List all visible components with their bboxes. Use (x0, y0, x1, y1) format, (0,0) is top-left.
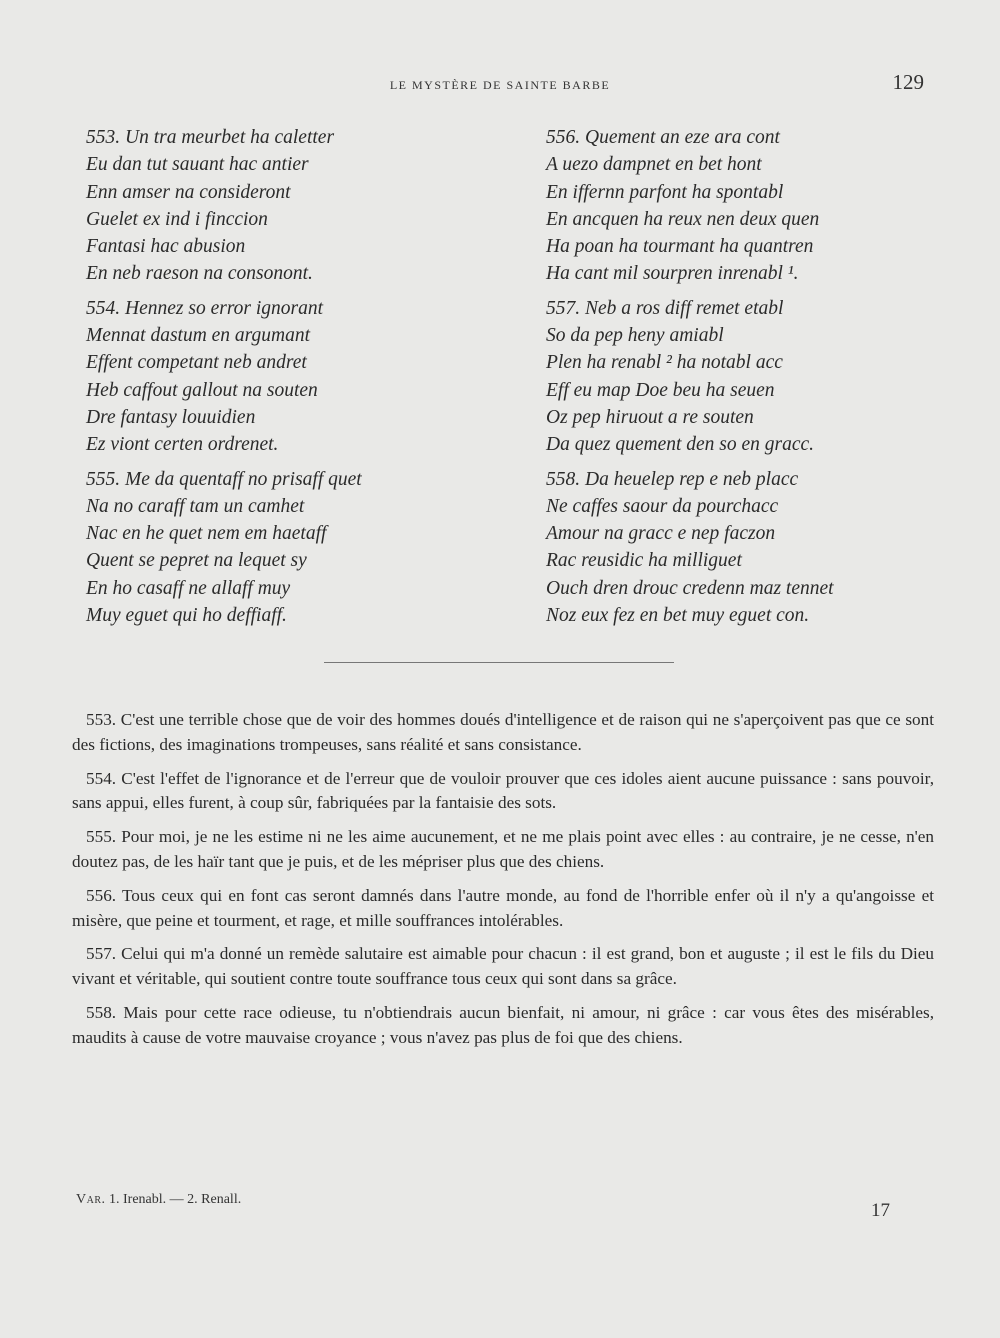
verse-line: 558. Da heuelep rep e neb placc (546, 468, 799, 490)
verse-line: Dre fantasy louuidien (86, 406, 256, 428)
verse-line: Plen ha renabl ² ha notabl acc (546, 352, 783, 374)
verse-line: Effent competant neb andret (86, 352, 307, 374)
verse-line: En ancquen ha reux nen deux quen (546, 208, 820, 230)
section-divider (324, 662, 674, 663)
verse-line: Noz eux fez en bet muy eguet con. (546, 605, 810, 627)
verse-line: So da pep heny amiabl (546, 325, 724, 347)
verse-line: Ne caffes saour da pourchacc (546, 495, 779, 517)
translation-paragraph-555: 555. Pour moi, je ne les estime ni ne les aime aucunement, et ne me plais point avec elles : au contraire, je ne cesse, n'en doutez pas, de les haïr tant que je puis, et de les mépriser plus que des chiens. (72, 827, 934, 871)
verse-line: 555. Me da quentaff no prisaff quet (86, 468, 362, 490)
verse-line: Muy eguet qui ho deffiaff. (86, 605, 287, 627)
verse-line: Eff eu map Doe beu ha seuen (546, 379, 775, 401)
verse-line: Ha cant mil sourpren inrenabl ¹. (546, 263, 799, 285)
page-number: 129 (892, 70, 924, 94)
stanza-558 (546, 466, 946, 630)
verse-column-right (546, 124, 946, 636)
verse-line: 554. Hennez so error ignorant (86, 297, 324, 319)
stanza-554 (86, 295, 506, 459)
stanza-555 (86, 466, 506, 630)
verse-line: Oz pep hiruout a re souten (546, 406, 754, 428)
verse-line: 556. Quement an eze ara cont (546, 127, 780, 148)
verse-line: Ez viont certen ordrenet. (86, 434, 279, 456)
verse-line: En ho casaff ne allaff muy (86, 577, 291, 599)
verse-line: Quent se pepret na lequet sy (86, 550, 307, 572)
verse-line: 553. Un tra meurbet ha caletter (86, 127, 335, 148)
stanza-556 (546, 124, 946, 288)
verse-line: En neb raeson na consonont. (86, 263, 313, 285)
verse-line: Enn amser na consideront (86, 181, 291, 203)
verse-line: Na no caraff tam un camhet (86, 495, 305, 517)
translation-paragraph-554: 554. C'est l'effet de l'ignorance et de l'erreur que de vouloir prouver que ces idoles aient aucune puissance : sans pouvoir, sans appui, elles furent, à coup sûr, fabriquées par la fantaisie des sots. (72, 768, 934, 813)
verse-line: Guelet ex ind i finccion (86, 208, 268, 230)
variants-text: 1. Irenabl. — 2. Renall. (109, 1192, 242, 1207)
verse-line: Fantasi hac abusion (86, 236, 246, 258)
verse-line: Eu dan tut sauant hac antier (86, 154, 309, 176)
signature-mark: 17 (871, 1200, 890, 1221)
translation-paragraph-553: 553. C'est une terrible chose que de voir des hommes doués d'intelligence et de raison qui ne s'aperçoivent pas que ce sont des fictions, des imaginations trompeuses, sans réalité et sans consistance. (72, 710, 934, 754)
translation-paragraph-557: 557. Celui qui m'a donné un remède salutaire est aimable pour chacun : il est grand, bon et auguste ; il est le fils du Dieu vivant et véritable, qui soutient contre toute souffrance tous ceux qui sont dans sa grâce. (72, 944, 934, 989)
stanza-557 (546, 295, 946, 459)
stanza-553 (86, 124, 506, 288)
verse-line: Ha poan ha tourmant ha quantren (546, 236, 814, 258)
french-translation (72, 708, 934, 1060)
verse-line: Mennat dastum en argumant (86, 325, 311, 347)
variant-readings (76, 1192, 241, 1208)
verse-column-left (86, 124, 506, 636)
verse-line: Nac en he quet nem em haetaff (86, 523, 327, 545)
verse-line: Rac reusidic ha milliguet (546, 550, 742, 572)
verse-line: 557. Neb a ros diff remet etabl (546, 297, 784, 319)
verse-line: Heb caffout gallout na souten (86, 379, 318, 401)
verse-line: En iffernn parfont ha spontabl (546, 181, 784, 203)
running-title: LE MYSTÈRE DE SAINTE BARBE (389, 78, 611, 92)
variants-label: Var. (76, 1192, 106, 1207)
translation-paragraph-558: 558. Mais pour cette race odieuse, tu n'obtiendrais aucun bienfait, ni amour, ni grâce : car vous êtes des misérables, maudits à cause de votre mauvaise croyance ; vous n'avez pas plus de foi que des chiens. (72, 1002, 934, 1047)
translation-paragraph-556: 556. Tous ceux qui en font cas seront damnés dans l'autre monde, au fond de l'horrible enfer où il n'y a qu'angoisse et misère, que peine et tourment, et rage, et mille souffrances intolérables. (72, 885, 934, 930)
verse-line: A uezo dampnet en bet hont (546, 154, 762, 176)
verse-line: Ouch dren drouc credenn maz tennet (546, 577, 834, 599)
verse-line: Da quez quement den so en gracc. (546, 434, 815, 456)
verse-line: Amour na gracc e nep faczon (546, 523, 776, 545)
